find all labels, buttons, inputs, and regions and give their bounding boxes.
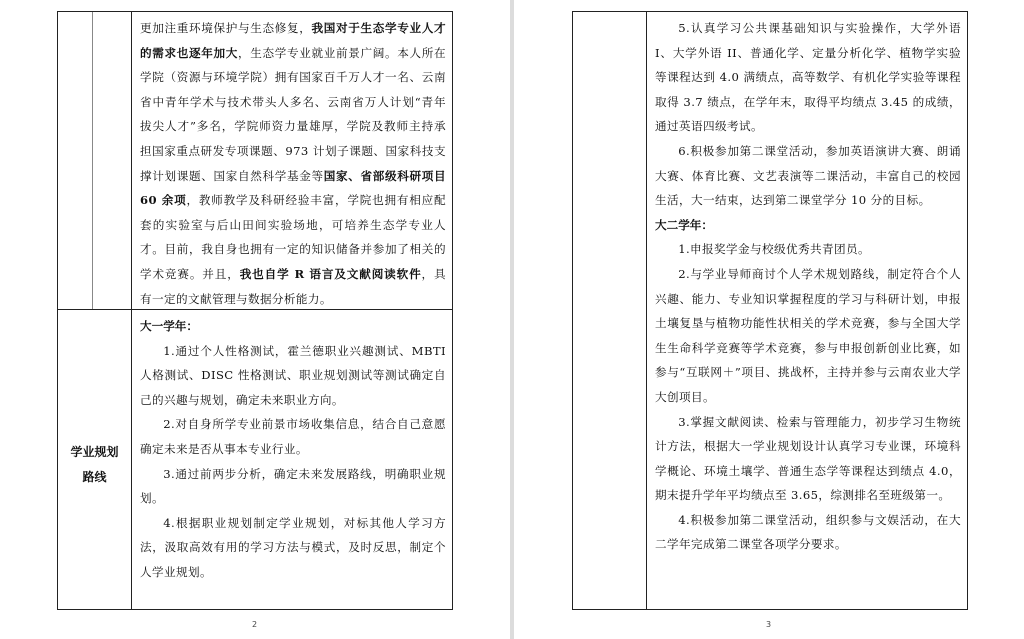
year1-item: 3.通过前两步分析，确定未来发展路线，明确职业规划。 [140, 466, 446, 506]
year1-item: 6.积极参加第二课堂活动，参加英语演讲大赛、朗诵大赛、体育比赛、文艺表演等二课活动，丰富自己的校园生活，大一结束，达到第二课堂学分 10 分的目标。 [655, 143, 961, 208]
year1-item: 2.对自身所学专业前景市场收集信息，结合自己意愿确定未来是否从事本专业行业。 [140, 417, 446, 456]
year1-item: 1.通过个人性格测试，霍兰德职业兴趣测试、MBTI 人格测试、DISC 性格测试、职业规划测试等测试确定自己的兴趣与规划，确定未来职业方向。 [140, 343, 446, 407]
page-3 [514, 0, 1024, 639]
year1-cell [140, 314, 446, 585]
year2-item: 4.积极参加第二课堂活动，组织参与文娱活动，在大二学年完成第二课堂各项学分要求。 [655, 512, 961, 552]
year1-item: 5.认真学习公共课基础知识与实验操作，大学外语 I、大学外语 II、普通化学、定量分析化学、植物学实验等课程达到 4.0 满绩点，高等数学、有机化学实验等课程取得 3.7 绩点，在学年末，取得平均绩点 3.45 的成绩，通过英语四级考试。 [655, 21, 961, 134]
year2-item: 2.与学业导师商讨个人学术规划路线，制定符合个人兴趣、能力、专业知识掌握程度的学习与科研计划，申报土壤复垦与植物功能性状相关的学术竞赛，参与全国大学生生命科学竞赛等学术竞赛，参与申报创新创业比赛，如参与“互联网＋”项目、挑战杯，主持并参与云南农业大学大创项目。 [655, 266, 961, 404]
year2-heading: 大二学年： [655, 217, 713, 232]
plan-table-left [57, 11, 453, 610]
page-number: 2 [252, 620, 258, 629]
row-label-study-plan [58, 440, 131, 490]
merged-cell-edge [92, 12, 93, 309]
year1-heading: 大一学年： [140, 319, 198, 333]
column-divider [131, 12, 132, 609]
career-background-paragraph: 更加注重环境保护与生态修复，我国对于生态学专业人才的需求也逐年加大，生态学专业就业前景广阔。本人所在学院（资源与环境学院）拥有国家百千万人才一名、云南省中青年学术与技术带头人多名、云南省万人计划“青年拔尖人才”多名，学院师资力量雄厚，学院及教师主持承担国家重点研发专项课题、973 计划子课题、国家科技支撑计划课题、国家自然科学基金等国家、省部级科研项目 60 余项，教师教学及科研经验丰富，学院也拥有相应配套的实验室与后山田间实验场地，可培养生态学专业人才。目前，我自身也拥有一定的知识储备并参加了相关的学术竞赛。并且，我也自学 R 语言及文献阅读软件，具有一定的文献管理与数据分析能力。 [140, 21, 447, 306]
column-divider [646, 12, 647, 609]
plan-table-right [572, 11, 968, 610]
year1-item: 4.根据职业规划制定学业规划，对标其他人学习方法，汲取高效有用的学习方法与模式，及时反思，制定个人学业规划。 [140, 515, 446, 579]
row-label-line1: 学业规划 [70, 445, 119, 459]
top-text-cell [140, 16, 446, 311]
row-label-line2: 路线 [82, 470, 107, 484]
page-2 [0, 0, 510, 639]
right-content-cell [655, 16, 961, 557]
page-number: 3 [766, 620, 772, 629]
year2-item: 3.掌握文献阅读、检索与管理能力，初步学习生物统计方法，根据大一学业规划设计认真学习专业课，环境科学概论、环境土壤学、普通生态学等课程达到绩点 4.0，期末提升学年平均绩点至 3.65，综测排名至班级第一。 [655, 414, 961, 503]
year2-item: 1.申报奖学金与校级优秀共青团员。 [678, 242, 870, 257]
